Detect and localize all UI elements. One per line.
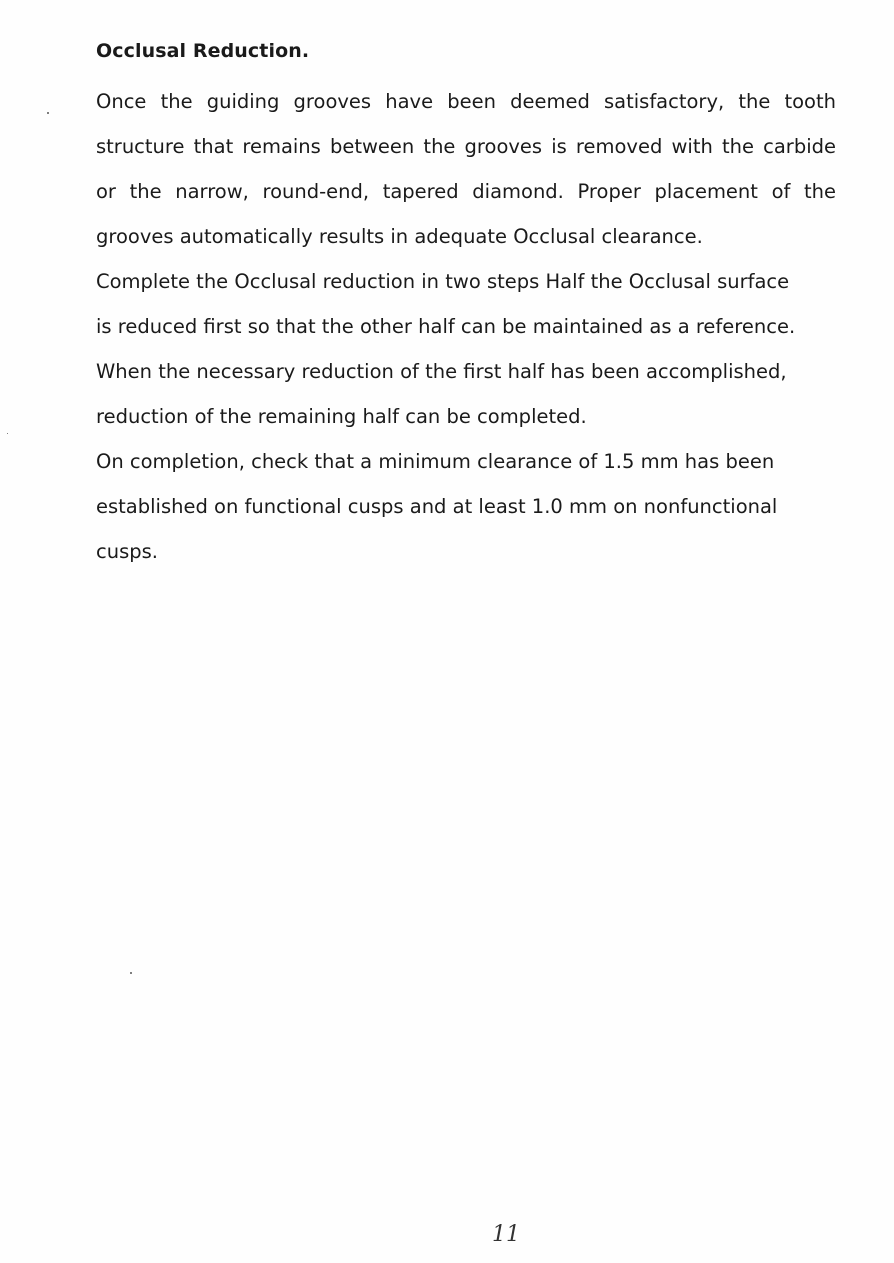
text-line: reduction of the remaining half can be completed. <box>96 405 587 428</box>
scan-speck <box>7 433 8 434</box>
body-text <box>96 84 836 579</box>
page-number: 11 <box>492 1222 520 1247</box>
section-heading: Occlusal Reduction. <box>96 40 310 62</box>
text-line: When the necessary reduction of the first half has been accomplished, <box>96 360 787 383</box>
text-line: established on functional cusps and at least 1.0 mm on nonfunctional <box>96 495 778 518</box>
scan-speck <box>47 112 49 114</box>
text-line: structure that remains between the grooves is removed with the carbide <box>96 135 836 158</box>
scan-speck <box>130 972 132 974</box>
text-line: On completion, check that a minimum clearance of 1.5 mm has been <box>96 450 775 473</box>
text-line: Once the guiding grooves have been deemed satisfactory, the tooth <box>96 90 836 113</box>
text-line: or the narrow, round-end, tapered diamond. Proper placement of the <box>96 180 836 203</box>
text-line: Complete the Occlusal reduction in two steps Half the Occlusal surface <box>96 270 790 293</box>
text-line: grooves automatically results in adequate Occlusal clearance. <box>96 225 703 248</box>
text-line: is reduced first so that the other half can be maintained as a reference. <box>96 315 796 338</box>
text-line: cusps. <box>96 540 158 563</box>
